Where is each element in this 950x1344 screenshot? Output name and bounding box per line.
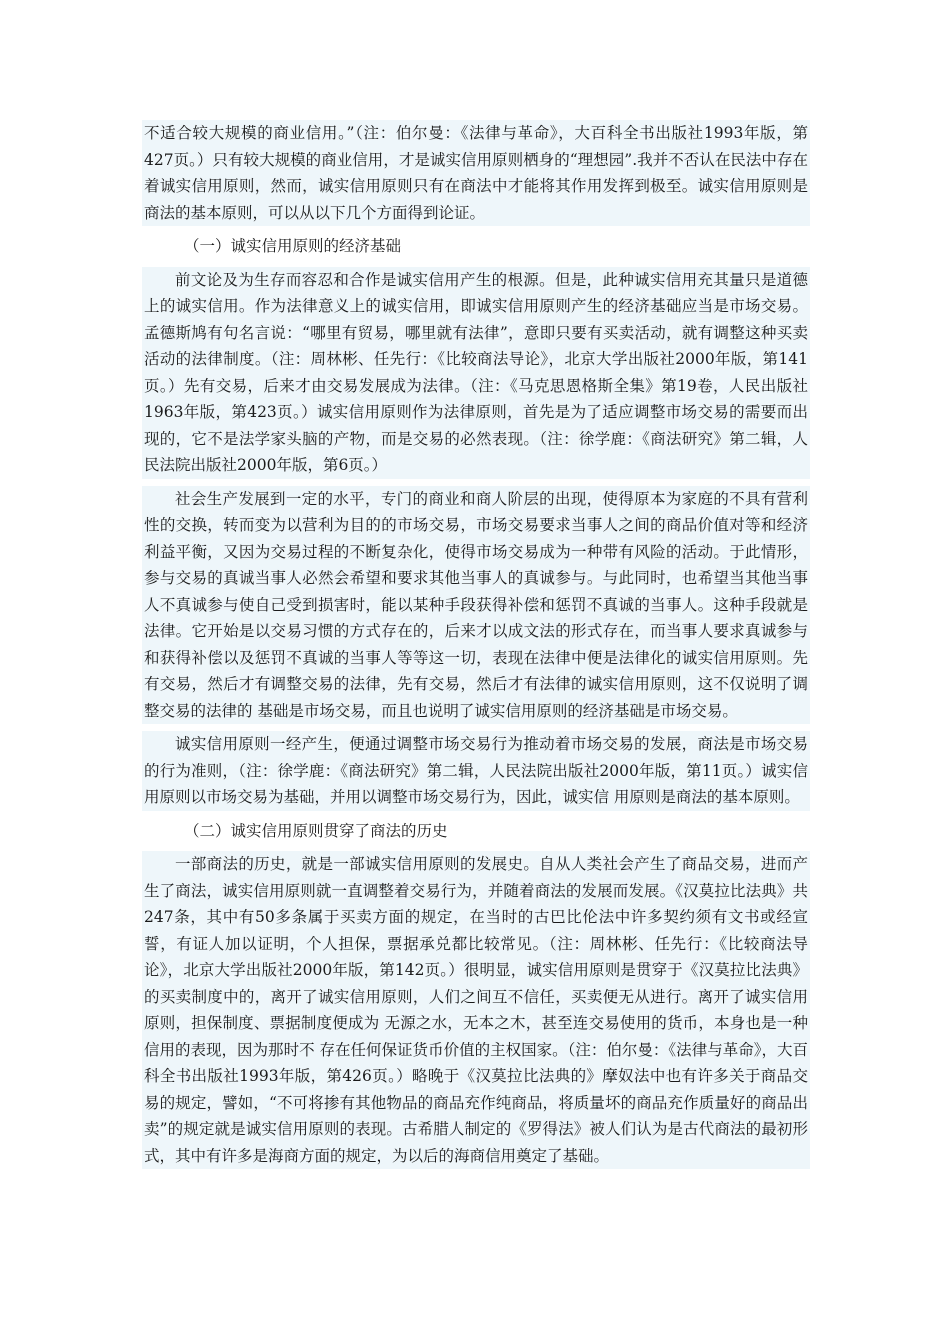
section-heading-2: （二）诚实信用原则贯穿了商法的历史 bbox=[184, 821, 448, 840]
paragraph-social-production: 社会生产发展到一定的水平，专门的商业和商人阶层的出现，使得原本为家庭的不具有营利性的交换，转而变为以营利为目的的市场交易，市场交易要求当事人之间的商品价值对等和经济利益平衡，又因为交易过程的不断复杂化，使得市场交易成为一种带有风险的活动。于此情形，参与交易的真诚当事人必然会希望和要求其他当事人的真诚参与。与此同时，也希望当其他当事人不真诚参与使自己受到损害时，能以某种手段获得补偿和惩罚不真诚的当事人。这种手段就是法律。它开始是以交易习惯的方式存在的，后来才以成文法的形式存在，而当事人要求真诚参与和获得补偿以及惩罚不真诚的当事人等等这一切，表现在法律中便是法律化的诚实信用原则。先有交易，然后才有调整交易的法律，先有交易，然后才有法律的诚实信用原则，这不仅说明了调整交易的法律的 基础是市场交易，而且也说明了诚实信用原则的经济基础是市场交易。 bbox=[142, 486, 810, 725]
section-heading-1: （一）诚实信用原则的经济基础 bbox=[184, 237, 402, 255]
paragraph-history: 一部商法的历史，就是一部诚实信用原则的发展史。自从人类社会产生了商品交易，进而产生了商法，诚实信用原则就一直调整着交易行为，并随着商法的发展而发展。《汉莫拉比法典》共247条，其中有50多条属于买卖方面的规定，在当时的古巴比伦法中许多契约须有文书或经宣誓，有证人加以证明，个人担保，票据承兑都比较常见。（注：周林彬、任先行：《比较商法导论》，北京大学出版社2000年版，第142页。）很明显，诚实信用原则是贯穿于《汉莫拉比法典》的买卖制度中的，离开了诚实信用原则，人们之间互不信任，买卖便无从进行。离开了诚实信用原则，担保制度、票据制度便成为 无源之水，无本之木，甚至连交易使用的货币，本身也是一种信用的表现，因为那时不 存在任何保证货币价值的主权国家。（注：伯尔曼：《法律与革命》，大百科全书出版社1993年版，第426页。）略晚于《汉莫拉比法典的》摩奴法中也有许多关于商品交易的规定，譬如，“不可将掺有其他物品的商品充作纯商品，将质量坏的商品充作质量好的商品出卖”的规定就是诚实信用原则的表现。古希腊人制定的《罗得法》被人们认为是古代商法的最初形式，其中有许多是海商方面的规定，为以后的海商信用奠定了基础。 bbox=[142, 851, 810, 1169]
paragraph-principle-effect: 诚实信用原则一经产生，便通过调整市场交易行为推动着市场交易的发展，商法是市场交易的行为准则，（注：徐学鹿：《商法研究》第二辑，人民法院出版社2000年版，第11页。）诚实信用原则以市场交易为基础，并用以调整市场交易行为，因此，诚实信 用原则是商法的基本原则。 bbox=[142, 731, 810, 811]
document-page bbox=[142, 120, 810, 1176]
paragraph-economic-basis: 前文论及为生存而容忍和合作是诚实信用产生的根源。但是，此种诚实信用充其量只是道德上的诚实信用。作为法律意义上的诚实信用，即诚实信用原则产生的经济基础应当是市场交易。孟德斯鸠有句名言说：“哪里有贸易，哪里就有法律”，意即只要有买卖活动，就有调整这种买卖活动的法律制度。（注：周林彬、任先行：《比较商法导论》，北京大学出版社2000年版，第141页。）先有交易，后来才由交易发展成为法律。（注：《马克思恩格斯全集》第19卷，人民出版社1963年版，第423页。）诚实信用原则作为法律原则，首先是为了适应调整市场交易的需要而出现的，它不是法学家头脑的产物，而是交易的必然表现。（注：徐学鹿：《商法研究》第二辑，人民法院出版社2000年版，第6页。） bbox=[142, 267, 810, 479]
paragraph-intro: 不适合较大规模的商业信用。”（注：伯尔曼：《法律与革命》，大百科全书出版社1993年版，第427页。）只有较大规模的商业信用，才是诚实信用原则栖身的“理想园”.我并不否认在民法中存在着诚实信用原则，然而，诚实信用原则只有在商法中才能将其作用发挥到极至。诚实信用原则是商法的基本原则，可以从以下几个方面得到论证。 bbox=[142, 120, 810, 226]
